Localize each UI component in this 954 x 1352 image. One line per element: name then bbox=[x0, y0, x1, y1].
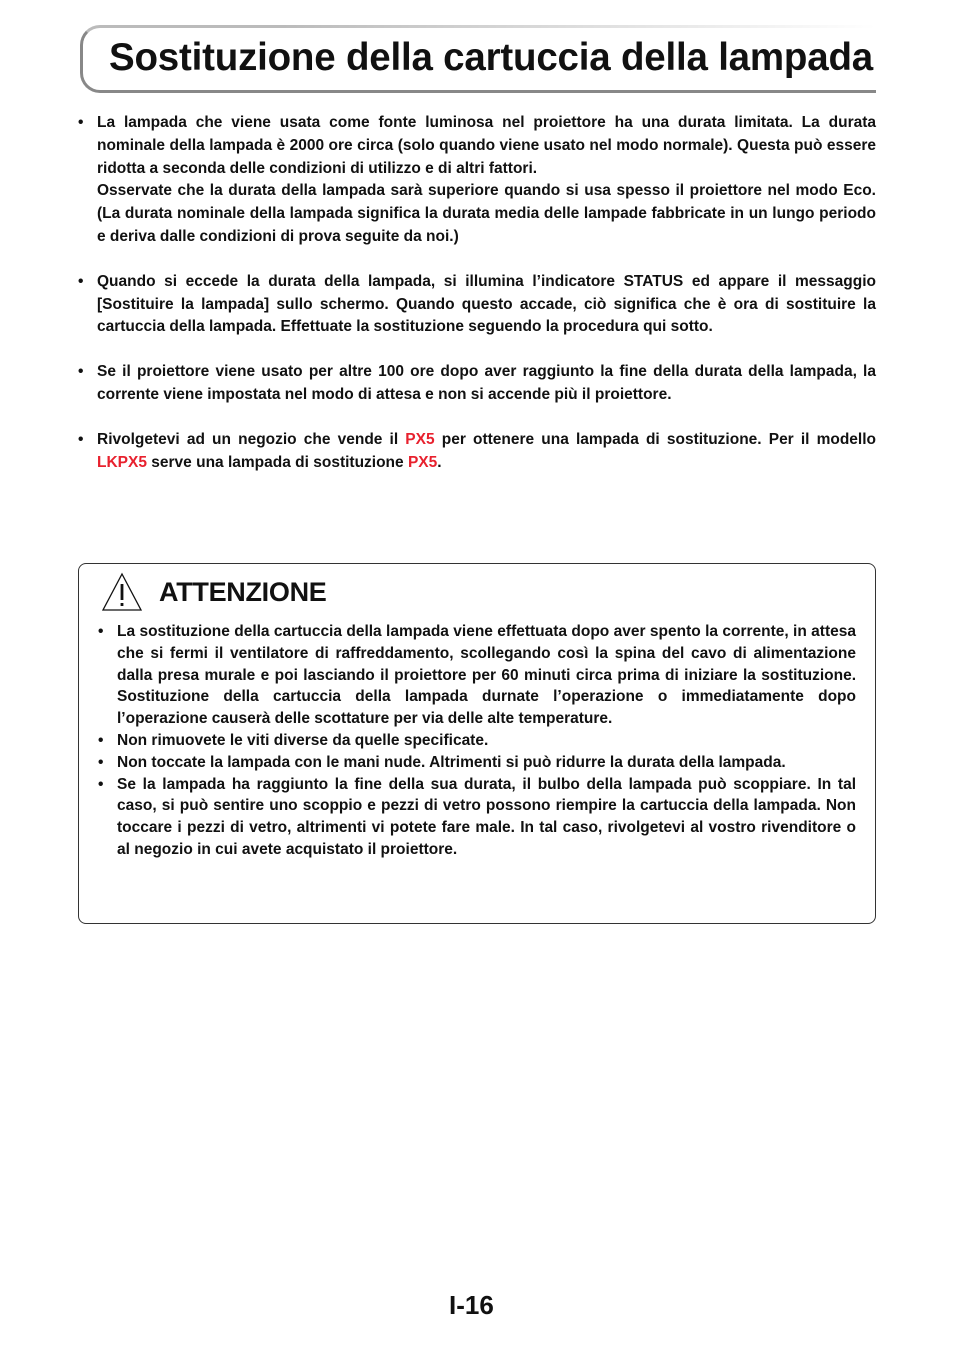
model-name: LKPX5 bbox=[97, 453, 147, 471]
caution-header bbox=[101, 572, 327, 612]
caution-text: La sostituzione della cartuccia della lampada viene effettuata dopo aver spento la corrente, in attesa che si fermi il ventilatore di raffreddamento, scollegando così la spina del cavo di alimentazione dalla presa murale e poi lasciando il proiettore per 60 minuti circa prima di iniziare la sostituzione. Sostituzione della cartuccia della lampada durnate l’operazione o immediatamente dopo l’operazione causerà delle scottature per via delle alte temperature. bbox=[117, 623, 856, 728]
caution-text: Non rimuovete le viti diverse da quelle specificate. bbox=[117, 731, 489, 749]
paragraph: La lampada che viene usata come fonte luminosa nel proiettore ha una durata limitata. La durata nominale della lampada è 2000 ore circa (solo quando viene usato nel modo normale). Questa può essere ridotta a seconda delle condizioni di utilizzo e di altri fattori. bbox=[97, 114, 876, 177]
caution-list bbox=[98, 621, 856, 861]
paragraph bbox=[97, 429, 876, 475]
bullet-dot: • bbox=[78, 430, 84, 448]
bullet-list bbox=[78, 112, 876, 474]
paragraph: Se il proiettore viene usato per altre 100 ore dopo aver raggiunto la fine della durata della lampada, la corrente viene impostata nel modo di attesa e non si accende più il proiettore. bbox=[97, 363, 876, 403]
model-name: PX5 bbox=[405, 430, 435, 448]
caution-text: Se la lampada ha raggiunto la fine della sua durata, il bulbo della lampada può scoppiare. In tal caso, si può sentire uno scoppio e pezzi di vetro possono riempire la cartuccia della lampada. Non toccare i pezzi di vetro, altrimenti vi potete fare male. In tal caso, rivolgetevi al vostro rivenditore o al negozio in cui avete acquistato il proiettore. bbox=[117, 775, 856, 858]
warning-triangle-icon bbox=[101, 572, 143, 612]
bullet-dot: • bbox=[78, 363, 84, 381]
caution-box bbox=[78, 563, 876, 924]
bullet-dot: • bbox=[98, 775, 104, 793]
list-item bbox=[78, 361, 876, 407]
page-number: I-16 bbox=[449, 1290, 494, 1320]
list-item bbox=[78, 271, 876, 339]
bullet-dot: • bbox=[78, 114, 84, 131]
text-run: Rivolgetevi ad un negozio che vende il bbox=[97, 430, 406, 448]
model-name: PX5 bbox=[407, 453, 438, 471]
text-run: per ottenere una lampada di sostituzione. Per il modello bbox=[434, 430, 877, 448]
text-run: serve una lampada di sostituzione bbox=[146, 453, 408, 471]
bullet-dot: • bbox=[98, 753, 104, 771]
paragraph: Quando si eccede la durata della lampada, si illumina l’indicatore STATUS ed appare il messaggio [Sostituire la lampada] sullo schermo. Quando questo accade, ciò significa che è ora di sostituire la cartuccia della lampada. Effettuate la sostituzione seguendo la procedura qui sotto. bbox=[97, 272, 876, 336]
bullet-dot: • bbox=[98, 731, 104, 749]
bullet-dot: • bbox=[78, 272, 84, 290]
caution-title: ATTENZIONE bbox=[159, 576, 327, 607]
bullet-dot: • bbox=[98, 623, 104, 640]
list-item bbox=[98, 752, 856, 774]
page-title: Sostituzione della cartuccia della lampada bbox=[109, 36, 873, 79]
caution-text: Non toccate la lampada con le mani nude. Altrimenti si può ridurre la durata della lampada. bbox=[117, 753, 786, 771]
text-run: . bbox=[437, 453, 442, 471]
list-item bbox=[78, 112, 876, 249]
list-item bbox=[78, 429, 876, 475]
list-item bbox=[98, 774, 856, 861]
paragraph: Osservate che la durata della lampada sarà superiore quando si usa spesso il proiettore nel modo Eco. (La durata nominale della lampada significa la durata media delle lampade fabbricate in un lungo periodo e deriva dalle condizioni di prova seguite da noi.) bbox=[97, 182, 876, 245]
list-item bbox=[98, 621, 856, 730]
list-item bbox=[98, 730, 856, 752]
